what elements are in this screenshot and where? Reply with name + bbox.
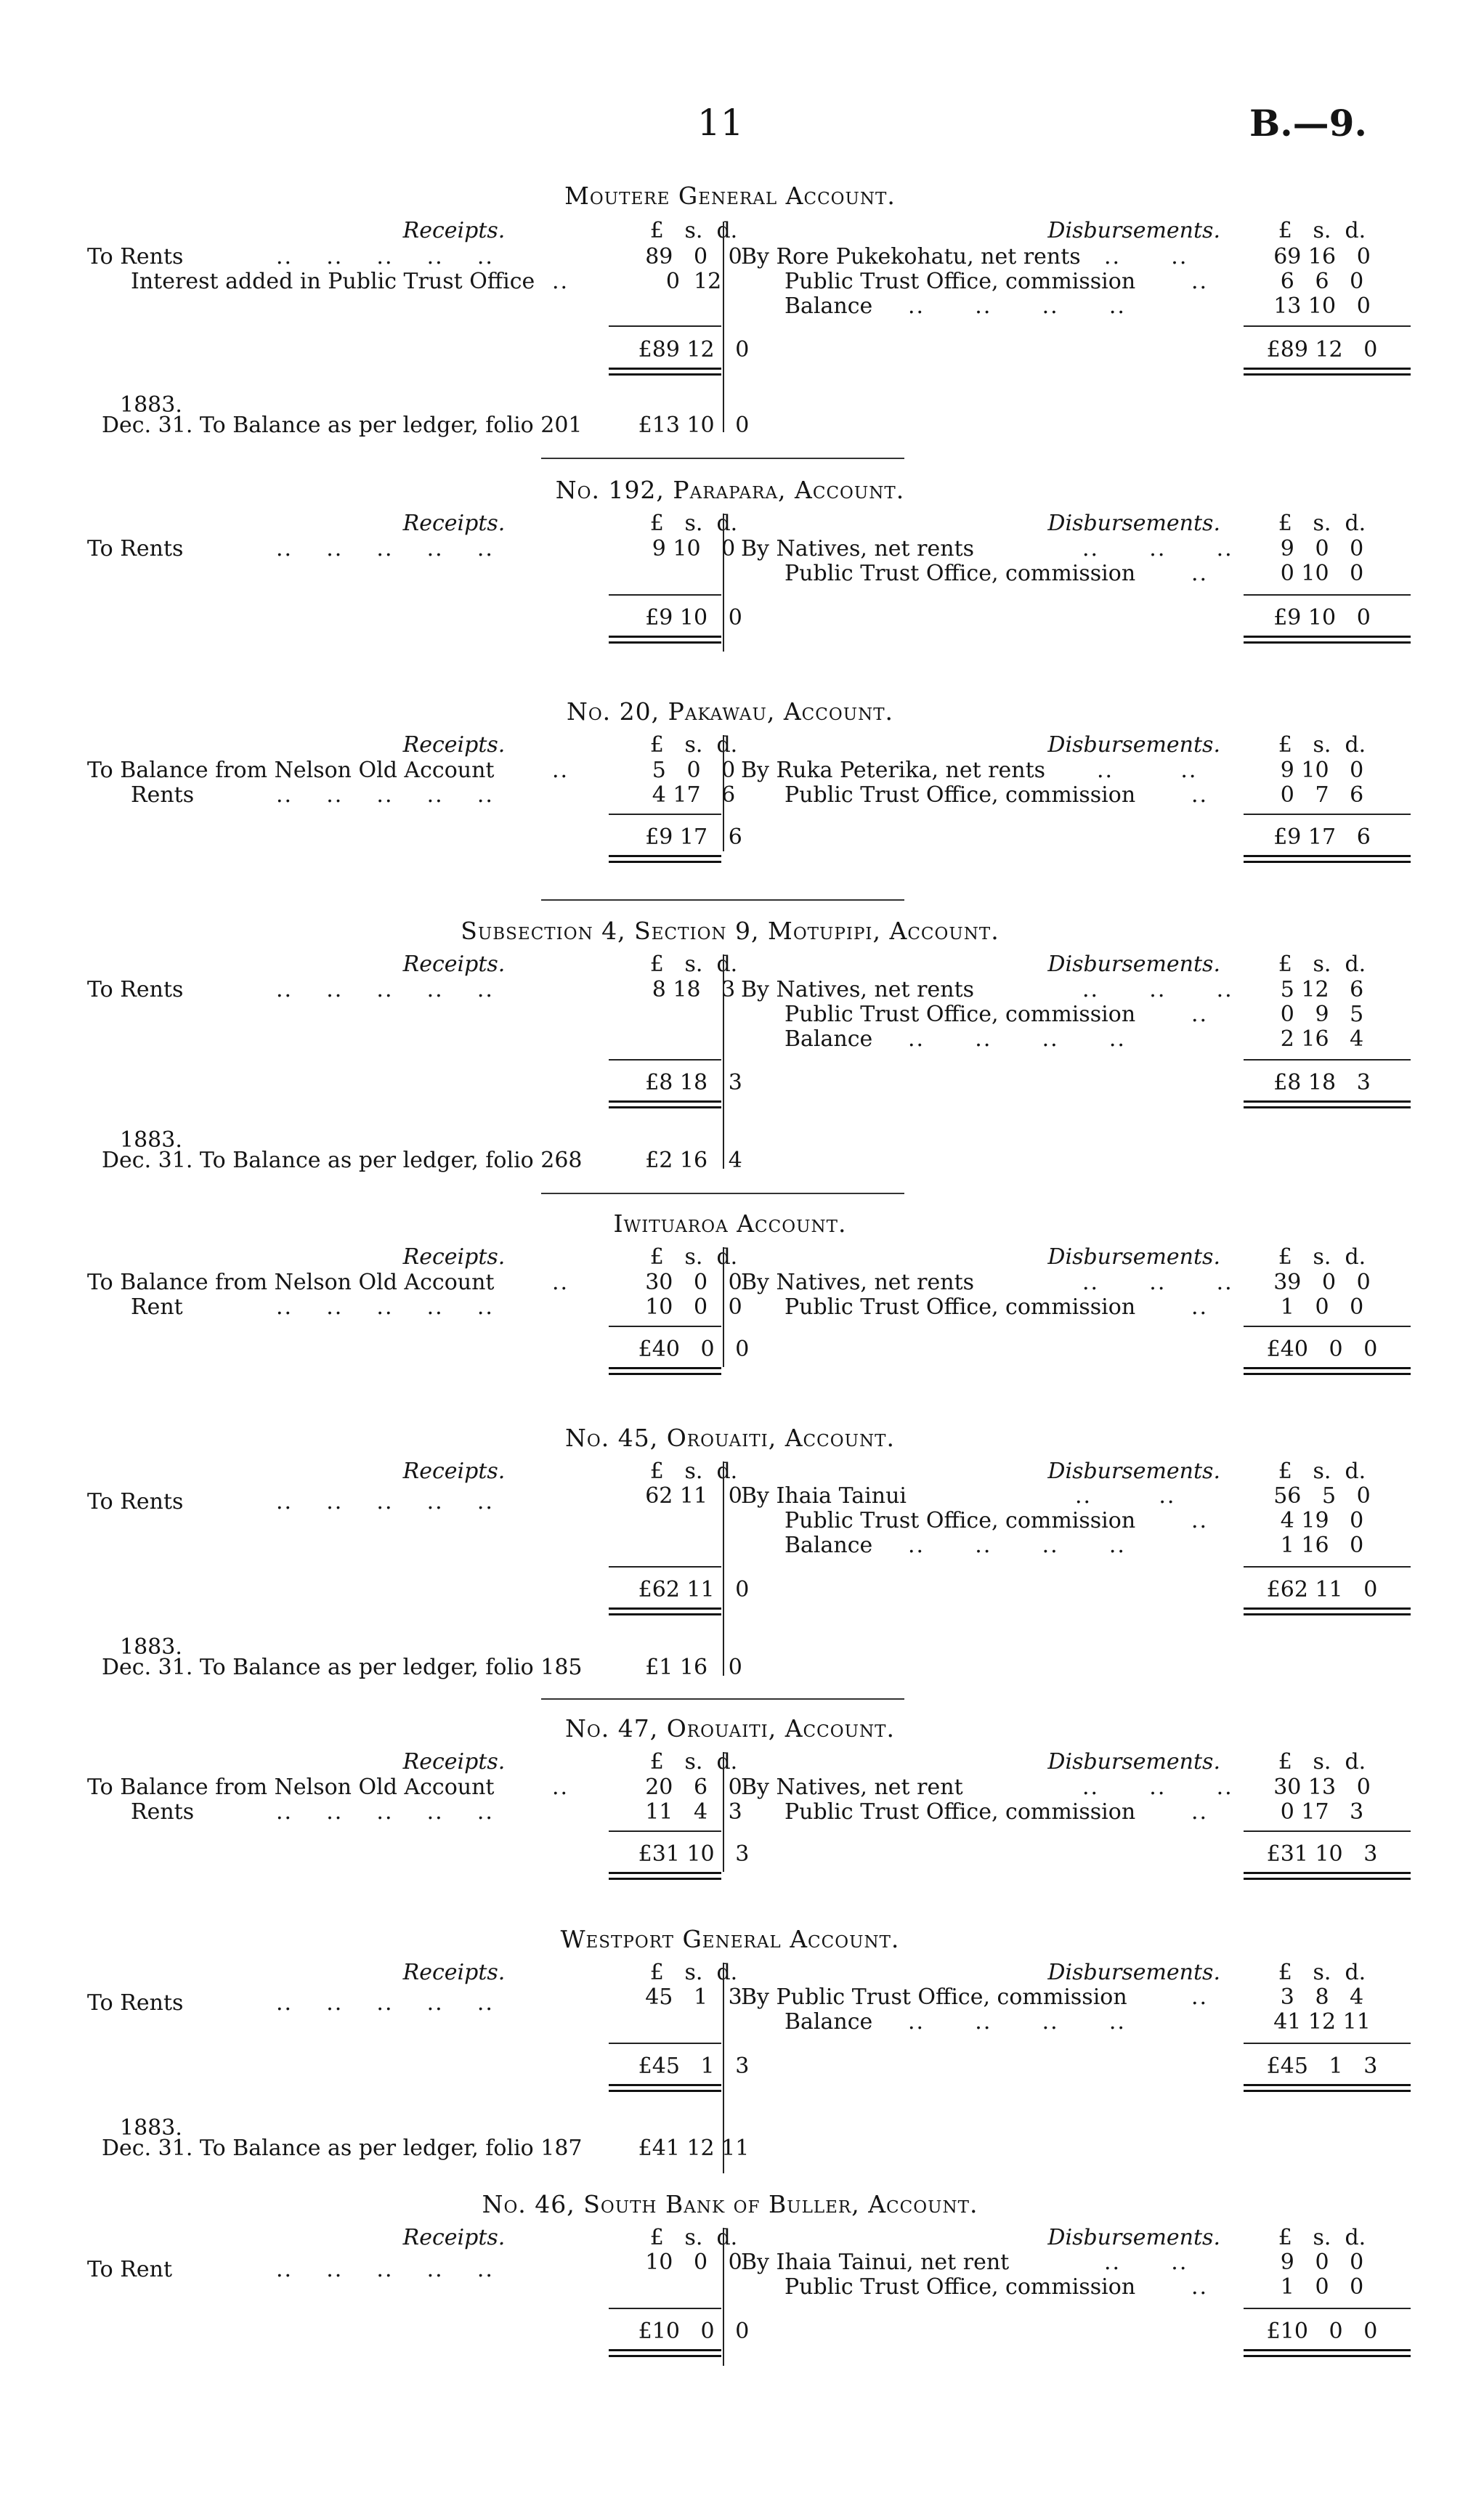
sum-rule [1244, 814, 1411, 815]
receipt-description: To Rent [87, 2257, 172, 2282]
disbursement-amount: 41 12 11 [1273, 2009, 1371, 2035]
double-rule [609, 1367, 721, 1375]
receipt-description: To Balance from Nelson Old Account [87, 1775, 495, 1800]
account-pakawau-20 [87, 697, 1373, 879]
disbursement-amount: 30 13 0 [1273, 1775, 1371, 1800]
currency-header: £ s. d. [649, 1960, 738, 1985]
closing-balance-text: Dec. 31. To Balance as per ledger, folio 187 [102, 2136, 583, 2161]
double-rule [1244, 1607, 1411, 1615]
receipt-amount: 0 12 [665, 269, 722, 294]
receipt-amount: 30 0 0 [645, 1270, 742, 1295]
section-separator [541, 899, 904, 901]
double-rule [1244, 636, 1411, 644]
leader-dots: .. .. .. .. .. [276, 244, 494, 269]
sum-rule [609, 594, 721, 596]
receipts-total: £8 18 3 [645, 1070, 742, 1095]
leader-dots: .. .. .. .. .. [276, 1489, 494, 1515]
receipts-header: Receipts. [402, 1749, 506, 1775]
leader-dots: .. [552, 1775, 569, 1800]
receipts-total: £10 0 0 [638, 2319, 750, 2344]
sum-rule [1244, 1059, 1411, 1061]
leader-dots: .. .. .. .. [908, 293, 1126, 319]
receipts-total: £31 10 3 [638, 1841, 750, 1867]
currency-header: £ s. d. [649, 1459, 738, 1484]
double-rule [609, 368, 721, 376]
currency-header: £ s. d. [649, 732, 738, 758]
receipts-header: Receipts. [402, 218, 506, 243]
currency-header: £ s. d. [1278, 1244, 1366, 1270]
receipts-total: £89 12 0 [638, 337, 750, 362]
disbursement-description: By Natives, net rents [741, 536, 975, 561]
receipt-amount: 5 0 0 [652, 758, 736, 783]
disbursements-total: £9 10 0 [1273, 605, 1371, 630]
page-number: 11 [697, 102, 744, 144]
currency-header: £ s. d. [649, 2225, 738, 2250]
receipt-description: To Rents [87, 536, 184, 561]
disbursements-header: Disbursements. [1047, 1960, 1220, 1985]
disbursement-description: By Ihaia Tainui [741, 1483, 907, 1509]
leader-dots: .. [1191, 269, 1209, 294]
double-rule [1244, 1872, 1411, 1880]
receipts-header: Receipts. [402, 2225, 506, 2250]
currency-header: £ s. d. [1278, 1749, 1366, 1775]
sum-rule [609, 814, 721, 815]
receipt-amount: 45 1 3 [645, 1984, 742, 2010]
leader-dots: .. .. .. .. .. [276, 536, 494, 561]
disbursements-header: Disbursements. [1047, 1749, 1220, 1775]
sum-rule [609, 1326, 721, 1327]
disbursements-header: Disbursements. [1047, 732, 1220, 758]
sum-rule [1244, 325, 1411, 327]
account-orouaiti-47 [87, 1714, 1378, 1896]
sum-rule [609, 2043, 721, 2044]
receipt-amount: 4 17 6 [652, 782, 736, 808]
disbursement-description: By Rore Pukekohatu, net rents [741, 244, 1081, 269]
disbursement-amount: 1 0 0 [1280, 2274, 1364, 2300]
leader-dots: .. [1191, 1799, 1209, 1825]
receipt-amount: 10 0 0 [645, 2250, 742, 2275]
sum-rule [609, 1059, 721, 1061]
leader-dots: .. .. .. .. .. [276, 782, 494, 808]
receipt-amount: 62 11 0 [645, 1483, 742, 1509]
leader-dots: .. .. .. .. .. [276, 977, 494, 1002]
receipt-amount: 8 18 3 [652, 977, 736, 1002]
disbursement-description: Public Trust Office, commission [784, 2274, 1136, 2300]
closing-balance-amount: £41 12 11 [638, 2136, 750, 2161]
account-parapara-192 [87, 476, 1373, 657]
receipt-description: Rent [131, 1294, 183, 1320]
disbursement-description: Balance [784, 293, 873, 319]
leader-dots: .. [1191, 1294, 1209, 1320]
sum-rule [1244, 1830, 1411, 1832]
leader-dots: .. .. [1104, 2250, 1188, 2275]
double-rule [1244, 1100, 1411, 1108]
currency-header: £ s. d. [1278, 952, 1366, 977]
disbursements-total: £8 18 3 [1273, 1070, 1371, 1095]
disbursement-description: By Public Trust Office, commission [741, 1984, 1127, 2010]
closing-year: 1883. [120, 1127, 182, 1153]
currency-header: £ s. d. [649, 952, 738, 977]
disbursement-description: Public Trust Office, commission [784, 1294, 1136, 1320]
leader-dots: .. .. .. [1082, 1270, 1233, 1295]
leader-dots: .. .. .. .. .. [276, 1294, 494, 1320]
disbursement-amount: 39 0 0 [1273, 1270, 1371, 1295]
currency-header: £ s. d. [1278, 1960, 1366, 1985]
account-moutere-general [87, 182, 1378, 438]
disbursement-amount: 13 10 0 [1273, 293, 1371, 319]
receipts-header: Receipts. [402, 952, 506, 977]
receipt-description: To Rents [87, 1990, 184, 2016]
double-rule [609, 1607, 721, 1615]
sum-rule [1244, 594, 1411, 596]
double-rule [1244, 2349, 1411, 2357]
receipts-total: £45 1 3 [638, 2053, 750, 2079]
receipt-description: To Balance from Nelson Old Account [87, 758, 495, 783]
receipt-description: To Balance from Nelson Old Account [87, 1270, 495, 1295]
section-separator [541, 1193, 904, 1194]
disbursements-total: £45 1 3 [1266, 2053, 1378, 2079]
closing-balance-amount: £1 16 0 [645, 1655, 742, 1680]
disbursement-amount: 1 0 0 [1280, 1294, 1364, 1320]
leader-dots: .. .. .. .. .. [276, 1990, 494, 2016]
account-title: No. 20, Pakawau, Account. [566, 697, 894, 726]
account-westport-general [87, 1925, 1378, 2186]
currency-header: £ s. d. [649, 1244, 738, 1270]
receipt-amount: 9 10 0 [652, 536, 736, 561]
disbursements-header: Disbursements. [1047, 218, 1220, 243]
account-title: Westport General Account. [560, 1925, 900, 1953]
disbursement-description: By Natives, net rent [741, 1775, 963, 1800]
disbursement-description: Public Trust Office, commission [784, 1002, 1136, 1027]
receipts-header: Receipts. [402, 1459, 506, 1484]
receipt-description: Rents [131, 1799, 195, 1825]
disbursement-description: By Ruka Peterika, net rents [741, 758, 1046, 783]
leader-dots: .. .. .. [1082, 536, 1233, 561]
leader-dots: .. [552, 269, 569, 294]
currency-header: £ s. d. [649, 1749, 738, 1775]
receipts-total: £40 0 0 [638, 1337, 750, 1362]
disbursement-description: Public Trust Office, commission [784, 561, 1136, 586]
receipts-total: £9 10 0 [645, 605, 742, 630]
disbursement-amount: 0 7 6 [1280, 782, 1364, 808]
receipt-description: To Rents [87, 244, 184, 269]
double-rule [1244, 2084, 1411, 2092]
disbursements-total: £89 12 0 [1266, 337, 1378, 362]
leader-dots: .. .. .. .. [908, 2009, 1126, 2035]
disbursement-amount: 3 8 4 [1280, 1984, 1364, 2010]
account-title: No. 47, Orouaiti, Account. [565, 1714, 895, 1743]
receipt-amount: 11 4 3 [645, 1799, 742, 1825]
closing-balance-text: Dec. 31. To Balance as per ledger, folio 268 [102, 1148, 583, 1173]
disbursement-amount: 0 9 5 [1280, 1002, 1364, 1027]
disbursement-amount: 0 17 3 [1280, 1799, 1364, 1825]
closing-balance-text: Dec. 31. To Balance as per ledger, folio 185 [102, 1655, 583, 1680]
disbursement-amount: 56 5 0 [1273, 1483, 1371, 1509]
receipt-amount: 10 0 0 [645, 1294, 742, 1320]
disbursement-description: Public Trust Office, commission [784, 1799, 1136, 1825]
currency-header: £ s. d. [1278, 218, 1366, 243]
closing-balance-amount: £2 16 4 [645, 1148, 742, 1173]
disbursement-description: By Ihaia Tainui, net rent [741, 2250, 1010, 2275]
disbursement-amount: 9 0 0 [1280, 536, 1364, 561]
double-rule [1244, 1367, 1411, 1375]
receipts-header: Receipts. [402, 1960, 506, 1985]
disbursement-amount: 69 16 0 [1273, 244, 1371, 269]
double-rule [609, 855, 721, 863]
closing-year: 1883. [120, 392, 182, 418]
disbursement-amount: 0 10 0 [1280, 561, 1364, 586]
account-orouaiti-45 [87, 1424, 1378, 1685]
closing-balance-text: Dec. 31. To Balance as per ledger, folio 201 [102, 413, 583, 438]
document-reference: B.—9. [1249, 102, 1367, 145]
leader-dots: .. .. .. .. [908, 1533, 1126, 1558]
disbursements-header: Disbursements. [1047, 2225, 1220, 2250]
double-rule [1244, 855, 1411, 863]
account-title: Subsection 4, Section 9, Motupipi, Account. [461, 917, 1000, 945]
account-title: Moutere General Account. [564, 182, 896, 210]
double-rule [1244, 368, 1411, 376]
sum-rule [609, 325, 721, 327]
leader-dots: .. .. .. [1082, 1775, 1233, 1800]
account-title: No. 46, South Bank of Buller, Account. [482, 2190, 978, 2218]
account-title: No. 45, Orouaiti, Account. [565, 1424, 895, 1452]
receipts-header: Receipts. [402, 511, 506, 536]
leader-dots: .. [552, 758, 569, 783]
double-rule [609, 636, 721, 644]
disbursements-header: Disbursements. [1047, 1244, 1220, 1270]
disbursement-description: By Natives, net rents [741, 977, 975, 1002]
leader-dots: .. .. [1075, 1483, 1176, 1509]
disbursement-description: Balance [784, 1533, 873, 1558]
leader-dots: .. [552, 1270, 569, 1295]
disbursement-description: Balance [784, 2009, 873, 2035]
sum-rule [609, 2308, 721, 2309]
leader-dots: .. .. .. .. [908, 1026, 1126, 1052]
currency-header: £ s. d. [1278, 2225, 1366, 2250]
receipt-description: To Rents [87, 977, 184, 1002]
sum-rule [609, 1566, 721, 1568]
receipt-description: Rents [131, 782, 195, 808]
currency-header: £ s. d. [1278, 511, 1366, 536]
disbursement-amount: 9 0 0 [1280, 2250, 1364, 2275]
double-rule [609, 2084, 721, 2092]
leader-dots: .. [1191, 1002, 1209, 1027]
leader-dots: .. [1191, 1984, 1209, 2010]
disbursements-header: Disbursements. [1047, 1459, 1220, 1484]
receipts-header: Receipts. [402, 1244, 506, 1270]
closing-year: 1883. [120, 1634, 182, 1660]
sum-rule [1244, 2043, 1411, 2044]
account-south-bank-buller-46 [87, 2190, 1378, 2372]
leader-dots: .. .. [1097, 758, 1198, 783]
disbursement-description: Balance [784, 1026, 873, 1052]
disbursement-description: Public Trust Office, commission [784, 1508, 1136, 1533]
disbursements-total: £40 0 0 [1266, 1337, 1378, 1362]
receipt-amount: 89 0 0 [645, 244, 742, 269]
receipt-amount: 20 6 0 [645, 1775, 742, 1800]
disbursement-description: Public Trust Office, commission [784, 269, 1136, 294]
disbursement-description: By Natives, net rents [741, 1270, 975, 1295]
account-motupipi [87, 917, 1373, 1178]
leader-dots: .. .. [1104, 244, 1188, 269]
currency-header: £ s. d. [1278, 1459, 1366, 1484]
disbursement-amount: 9 10 0 [1280, 758, 1364, 783]
closing-year: 1883. [120, 2115, 182, 2141]
leader-dots: .. [1191, 561, 1209, 586]
leader-dots: .. [1191, 782, 1209, 808]
sum-rule [1244, 2308, 1411, 2309]
receipts-total: £9 17 6 [645, 824, 742, 850]
currency-header: £ s. d. [649, 511, 738, 536]
account-iwituaroa [87, 1209, 1378, 1391]
sum-rule [609, 1830, 721, 1832]
receipts-header: Receipts. [402, 732, 506, 758]
disbursement-description: Public Trust Office, commission [784, 782, 1136, 808]
section-separator [541, 1698, 904, 1700]
disbursements-total: £31 10 3 [1266, 1841, 1378, 1867]
disbursement-amount: 1 16 0 [1280, 1533, 1364, 1558]
disbursements-total: £62 11 0 [1266, 1577, 1378, 1602]
double-rule [609, 2349, 721, 2357]
currency-header: £ s. d. [649, 218, 738, 243]
sum-rule [1244, 1326, 1411, 1327]
sum-rule [1244, 1566, 1411, 1568]
section-separator [541, 458, 904, 459]
disbursement-amount: 4 19 0 [1280, 1508, 1364, 1533]
leader-dots: .. .. .. .. .. [276, 1799, 494, 1825]
leader-dots: .. .. .. [1082, 977, 1233, 1002]
leader-dots: .. .. .. .. .. [276, 2257, 494, 2282]
disbursements-total: £9 17 6 [1273, 824, 1371, 850]
disbursements-total: £10 0 0 [1266, 2319, 1378, 2344]
account-title: Iwituaroa Account. [613, 1209, 847, 1238]
disbursement-amount: 2 16 4 [1280, 1026, 1364, 1052]
disbursements-header: Disbursements. [1047, 952, 1220, 977]
leader-dots: .. [1191, 2274, 1209, 2300]
double-rule [609, 1100, 721, 1108]
receipt-description: To Rents [87, 1489, 184, 1515]
closing-balance-amount: £13 10 0 [638, 413, 750, 438]
disbursement-amount: 5 12 6 [1280, 977, 1364, 1002]
currency-header: £ s. d. [1278, 732, 1366, 758]
receipt-description: Interest added in Public Trust Office [131, 269, 535, 294]
disbursements-header: Disbursements. [1047, 511, 1220, 536]
receipts-total: £62 11 0 [638, 1577, 750, 1602]
double-rule [609, 1872, 721, 1880]
disbursement-amount: 6 6 0 [1280, 269, 1364, 294]
leader-dots: .. [1191, 1508, 1209, 1533]
account-title: No. 192, Parapara, Account. [555, 476, 905, 504]
